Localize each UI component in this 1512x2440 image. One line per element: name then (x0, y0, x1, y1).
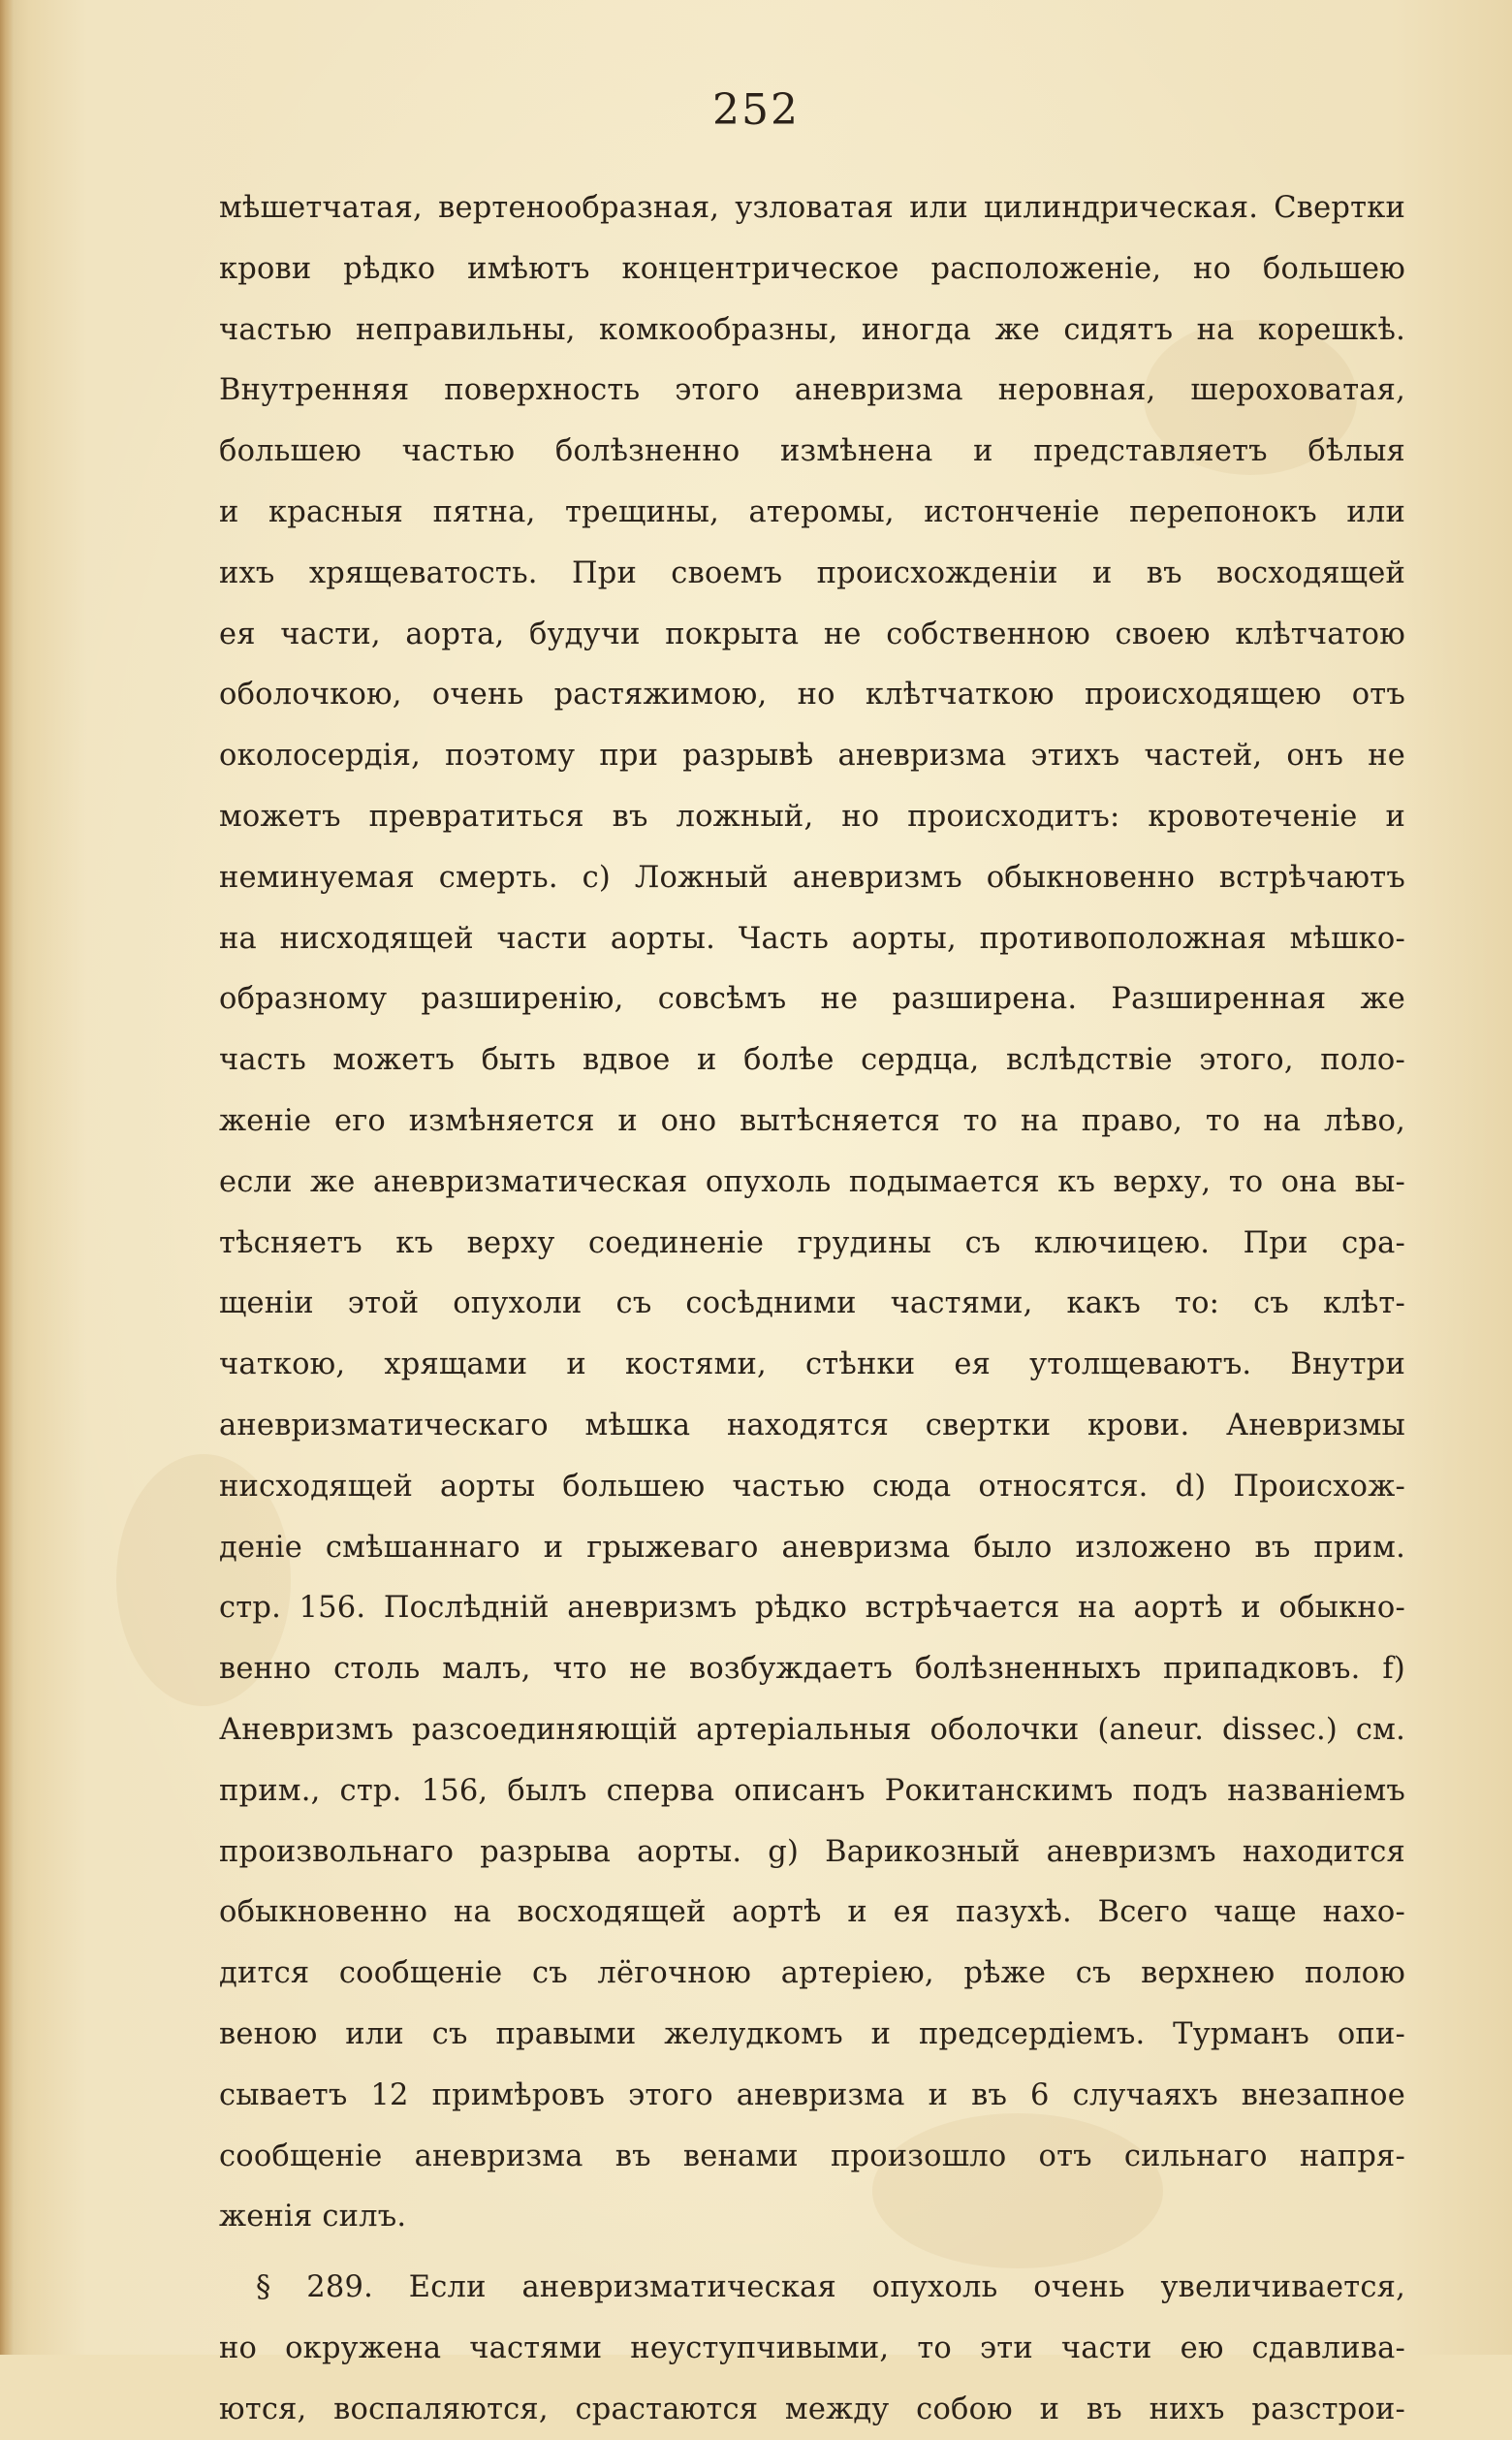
text-line: тѣсняетъ къ верху соединеніе грудины съ ключицею. При сра- (219, 1225, 1405, 1260)
text-line: произвольнаго разрыва аорты. g) Варикозный аневризмъ находится (219, 1834, 1405, 1869)
text-line: ихъ хрящеватость. При своемъ происхожденіи и въ восходящей (219, 555, 1405, 590)
text-line: веною или съ правыми желудкомъ и предсердіемъ. Турманъ опи- (219, 2016, 1405, 2051)
text-line: на нисходящей части аорты. Часть аорты, противоположная мѣшко- (219, 921, 1405, 956)
text-line: большею частью болѣзненно измѣнена и представляетъ бѣлыя (219, 434, 1405, 469)
text-line: образному разширенію, совсѣмъ не разширена. Разширенная же (219, 982, 1405, 1017)
text-line: Аневризмъ разсоединяющій артеріальныя оболочки (aneur. dissec.) см. (219, 1712, 1405, 1747)
text-line: стр. 156. Послѣдній аневризмъ рѣдко встрѣчается на аортѣ и обыкно- (219, 1591, 1405, 1626)
text-line: чаткою, хрящами и костями, стѣнки ея утолщеваютъ. Внутри (219, 1347, 1405, 1382)
paragraph (219, 178, 1405, 2248)
text-line: и красныя пятна, трещины, атеромы, истонченіе перепонокъ или (219, 494, 1405, 529)
body-text (219, 178, 1405, 2440)
text-line: часть можетъ быть вдвое и болѣе сердца, вслѣдствіе этого, поло- (219, 1043, 1405, 1078)
text-line: крови рѣдко имѣютъ концентрическое расположеніе, но большею (219, 251, 1405, 286)
section-heading-line: § 289. Если аневризматическая опухоль очень увеличивается, (256, 2270, 1405, 2305)
text-line: венно столь малъ, что не возбуждаетъ болѣзненныхъ припадковъ. f) (219, 1652, 1405, 1687)
text-line: мѣшетчатая, вертенообразная, узловатая или цилиндрическая. Свертки (219, 191, 1405, 225)
text-line: дится сообщеніе съ лёгочною артеріею, рѣже съ верхнею полою (219, 1956, 1405, 1991)
text-line: деніе смѣшаннаго и грыжеваго аневризма было изложено въ прим. (219, 1530, 1405, 1565)
text-line: но окружена частями неуступчивыми, то эти части ею сдавлива- (219, 2330, 1405, 2365)
paragraph (219, 2258, 1405, 2440)
text-line: если же аневризматическая опухоль подымается къ верху, то она вы- (219, 1164, 1405, 1199)
text-line: ются, воспаляются, срастаются между собою и въ нихъ разстрои- (219, 2392, 1405, 2426)
text-line: сываетъ 12 примѣровъ этого аневризма и въ 6 случаяхъ внезапное (219, 2077, 1405, 2112)
text-line: обыкновенно на восходящей аортѣ и ея пазухѣ. Всего чаще нахо- (219, 1895, 1405, 1930)
text-line: неминуемая смерть. c) Ложный аневризмъ обыкновенно встрѣчаютъ (219, 860, 1405, 895)
text-line: можетъ превратиться въ ложный, но происходитъ: кровотеченіе и (219, 799, 1405, 834)
page-binding-edge (0, 0, 14, 2355)
text-line: нисходящей аорты большею частью сюда относятся. d) Происхож- (219, 1469, 1405, 1504)
paragraph-gap (219, 2248, 1405, 2258)
text-line: частью неправильны, комкообразны, иногда же сидятъ на корешкѣ. (219, 312, 1405, 347)
text-line: прим., стр. 156, былъ сперва описанъ Рокитанскимъ подъ названіемъ (219, 1773, 1405, 1808)
text-line: околосердія, поэтому при разрывѣ аневризма этихъ частей, онъ не (219, 739, 1405, 774)
text-line: сообщеніе аневризма въ венами произошло отъ сильнаго напря- (219, 2139, 1405, 2173)
text-line: щеніи этой опухоли съ сосѣдними частями, какъ то: съ клѣт- (219, 1286, 1405, 1321)
page-number: 252 (712, 85, 800, 135)
text-line: оболочкою, очень растяжимою, но клѣтчаткою происходящею отъ (219, 678, 1405, 713)
text-line: Внутренняя поверхность этого аневризма неровная, шероховатая, (219, 373, 1405, 408)
text-line: женіе его измѣняется и оно вытѣсняется то на право, то на лѣво, (219, 1103, 1405, 1138)
text-line: ея части, аорта, будучи покрыта не собственною своею клѣтчатою (219, 617, 1405, 651)
text-line: аневризматическаго мѣшка находятся свертки крови. Аневризмы (219, 1408, 1405, 1442)
text-line: женія силъ. (219, 2200, 407, 2234)
